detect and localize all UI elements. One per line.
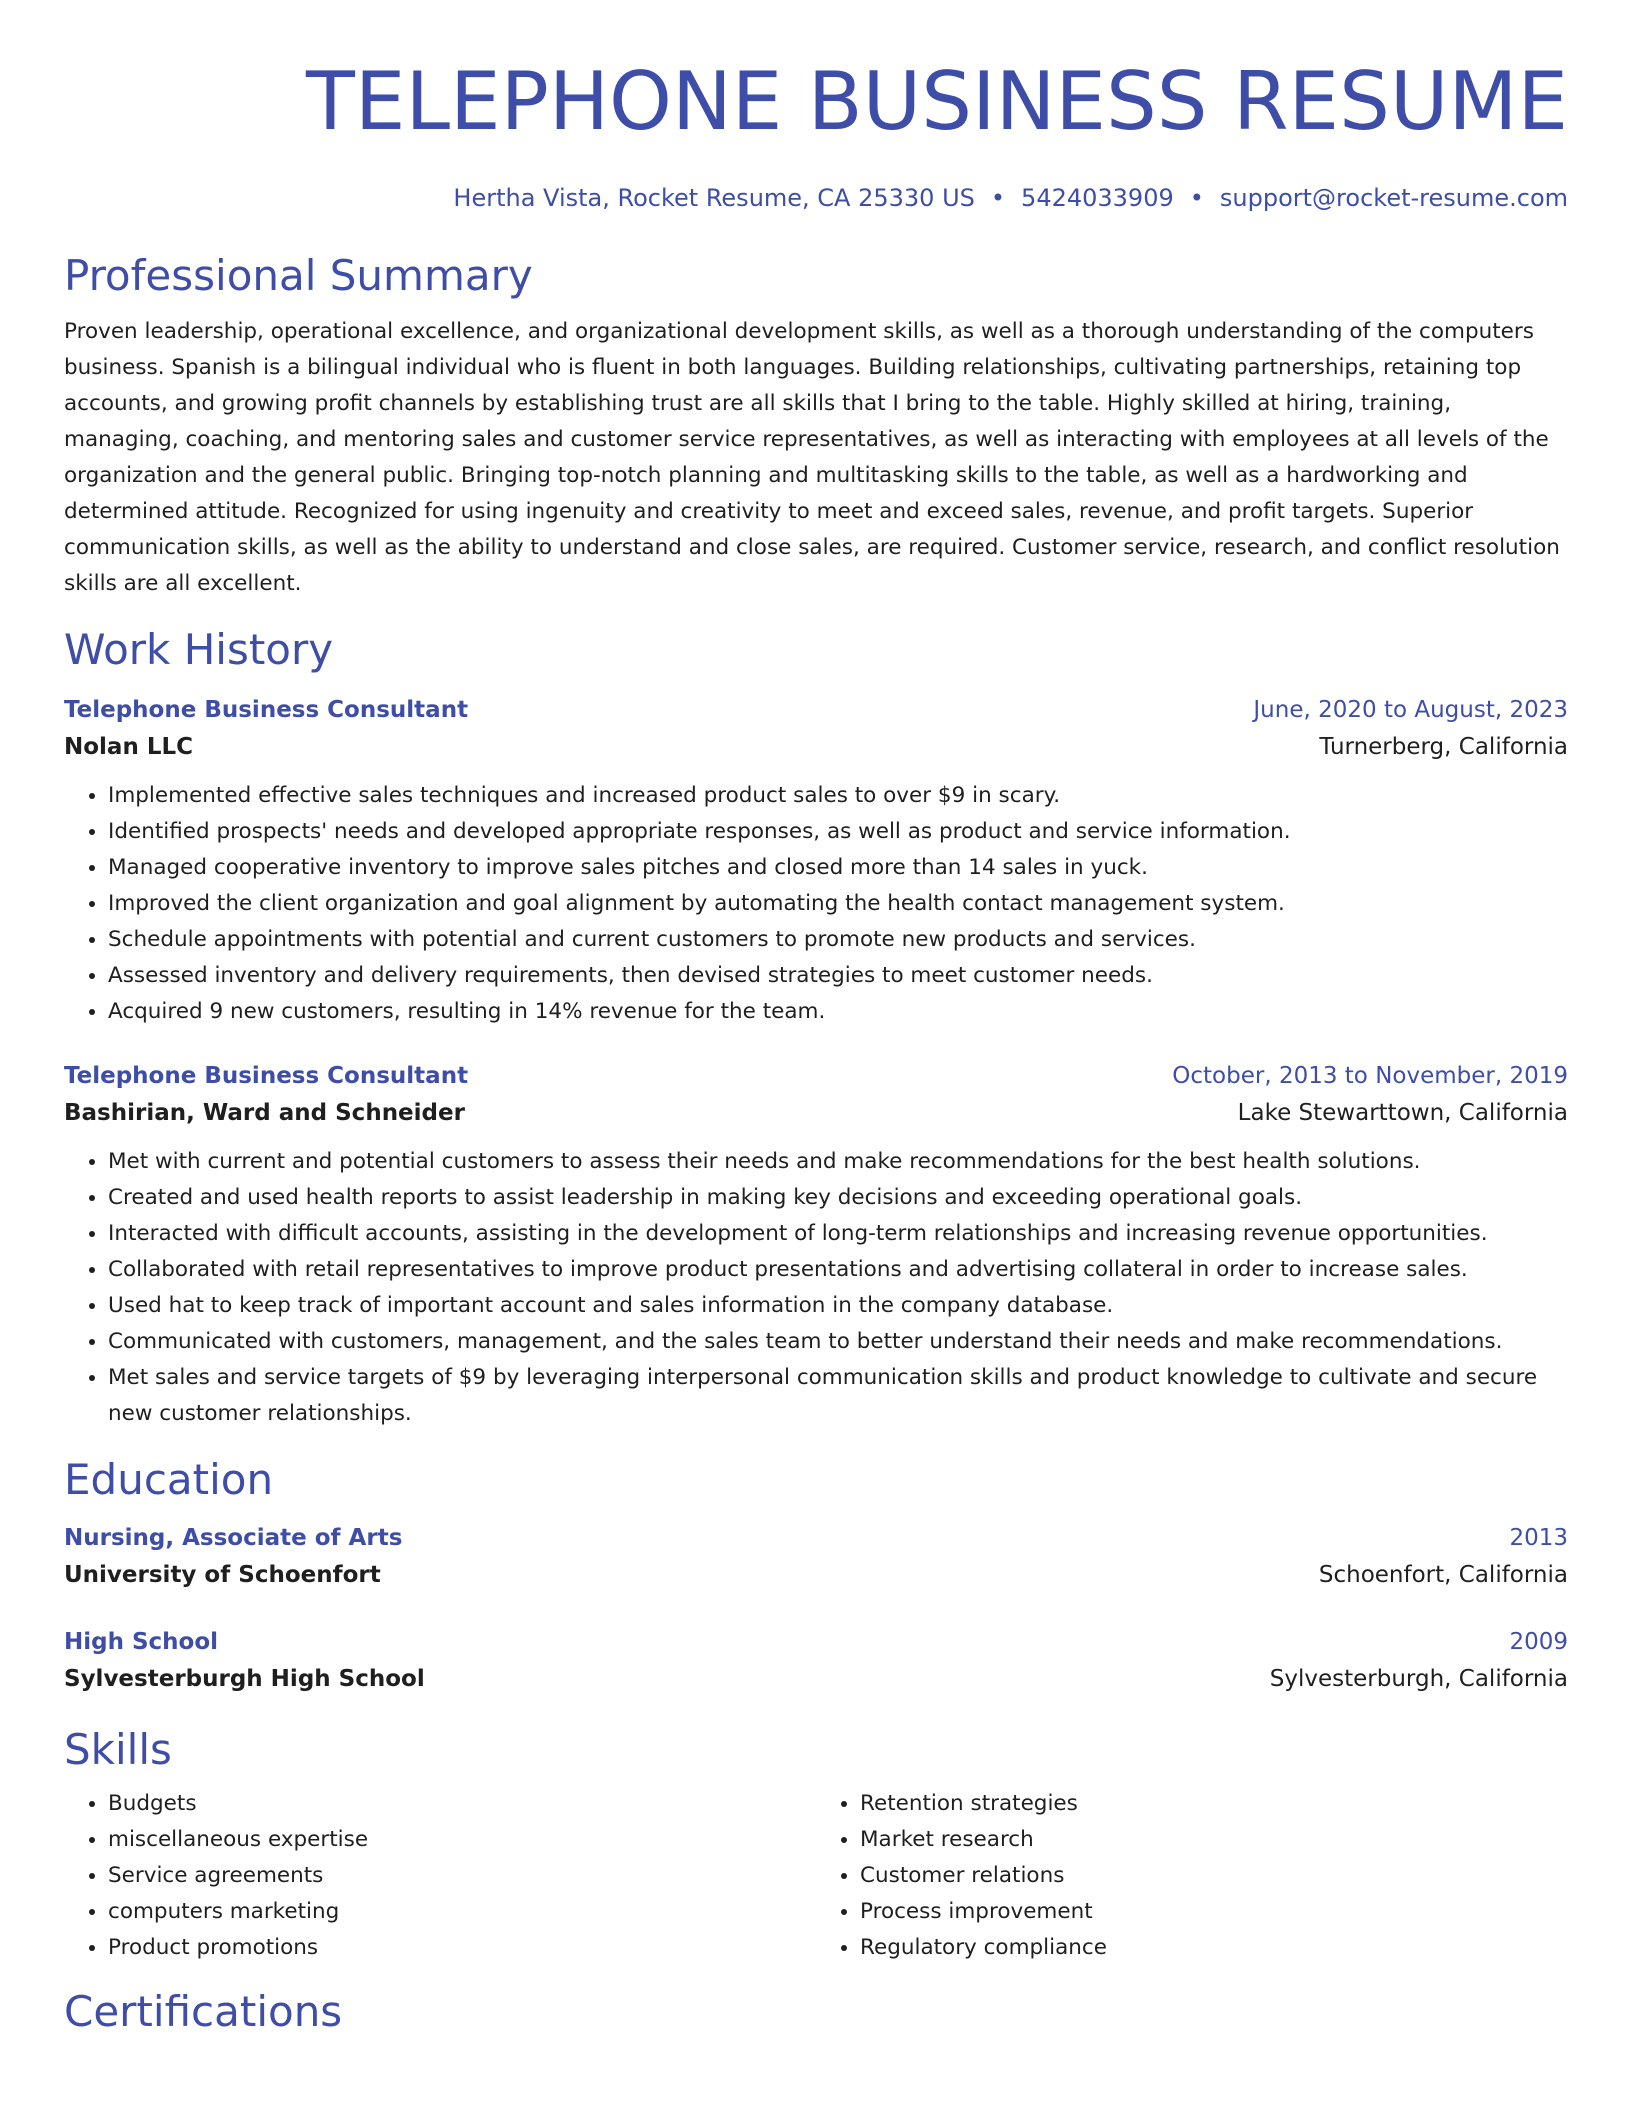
resume-title: TELEPHONE BUSINESS RESUME [306,55,1568,148]
skill-item: • Regulatory compliance [860,1930,1568,1966]
job-company: Nolan LLC [64,734,194,760]
job-location: Lake Stewarttown, California [1237,1100,1568,1126]
education-year: 2013 [1509,1525,1568,1551]
skills-column-left [64,1786,816,1966]
job-dates: October, 2013 to November, 2019 [1172,1063,1568,1089]
section-title-summary: Professional Summary [64,251,533,300]
job-subheader [64,728,1568,766]
job-dates: June, 2020 to August, 2023 [1253,697,1568,723]
job-bullet: • Created and used health reports to assist leadership in making key decisions and exceeding operational goals. [108,1180,1568,1216]
job-bullet: • Implemented effective sales techniques and increased product sales to over $9 in scary. [108,778,1568,814]
skill-item: • Budgets [108,1786,816,1822]
job-header [64,692,1568,728]
job-subheader [64,1094,1568,1132]
education-entry [64,1520,1568,1594]
skill-item: • Customer relations [860,1858,1568,1894]
skill-item: • Market research [860,1822,1568,1858]
skill-item: • Service agreements [108,1858,816,1894]
job-bullet: • Schedule appointments with potential and current customers to promote new products and services. [108,922,1568,958]
job-entry [64,692,1568,1030]
job-bullet: • Improved the client organization and goal alignment by automating the health contact management system. [108,886,1568,922]
job-entry [64,1058,1568,1432]
job-bullets [64,1144,1568,1432]
job-bullet: • Assessed inventory and delivery requirements, then devised strategies to meet customer needs. [108,958,1568,994]
skill-item: • miscellaneous expertise [108,1822,816,1858]
skills-grid [64,1786,1568,1966]
job-bullet: • Acquired 9 new customers, resulting in 14% revenue for the team. [108,994,1568,1030]
resume-header [64,0,1568,214]
education-location: Sylvesterburgh, California [1269,1666,1568,1692]
section-title-certifications: Certifications [64,1987,343,2036]
job-bullet: • Interacted with difficult accounts, assisting in the development of long-term relationships and increasing revenue opportunities. [108,1216,1568,1252]
job-bullet: • Met with current and potential customers to assess their needs and make recommendations for the best health solutions. [108,1144,1568,1180]
job-bullets [64,778,1568,1030]
contact-phone: 5424033909 [1021,184,1174,212]
job-role: Telephone Business Consultant [64,697,469,723]
job-role: Telephone Business Consultant [64,1063,469,1089]
contact-address: Hertha Vista, Rocket Resume, CA 25330 US [453,184,975,212]
section-title-education: Education [64,1455,274,1504]
education-school: University of Schoenfort [64,1562,381,1588]
skills-column-right [816,1786,1568,1966]
skill-item: • Process improvement [860,1894,1568,1930]
contact-line [64,182,1568,214]
job-bullet: • Communicated with customers, management, and the sales team to better understand their needs and make recommendations. [108,1324,1568,1360]
education-subheader [64,1660,1568,1698]
contact-separator: • [1189,184,1204,212]
job-bullet: • Identified prospects' needs and developed appropriate responses, as well as product and service information. [108,814,1568,850]
education-subheader [64,1556,1568,1594]
job-bullet: • Collaborated with retail representatives to improve product presentations and advertising collateral in order to increase sales. [108,1252,1568,1288]
education-location: Schoenfort, California [1318,1562,1568,1588]
education-degree: High School [64,1629,219,1655]
education-entry [64,1624,1568,1698]
job-location: Turnerberg, California [1319,734,1568,760]
education-degree: Nursing, Associate of Arts [64,1525,403,1551]
job-company: Bashirian, Ward and Schneider [64,1100,465,1126]
job-bullet: • Managed cooperative inventory to improve sales pitches and closed more than 14 sales in yuck. [108,850,1568,886]
summary-text: Proven leadership, operational excellence, and organizational development skills, as well as a thorough understanding of the computers business. Spanish is a bilingual individual who is fluent in both languages. Building relationships, cultivating partnerships, retaining top accounts, and growing profit channels by establishing trust are all skills that I bring to the table. Highly skilled at hiring, training, managing, coaching, and mentoring sales and customer service representatives, as well as interacting with employees at all levels of the organization and the general public. Bringing top-notch planning and multitasking skills to the table, as well as a hardworking and determined attitude. Recognized for using ingenuity and creativity to meet and exceed sales, revenue, and profit targets. Superior communication skills, as well as the ability to understand and close sales, are required. Customer service, research, and conflict resolution skills are all excellent. [64,319,1560,596]
skill-item: • Retention strategies [860,1786,1568,1822]
education-school: Sylvesterburgh High School [64,1666,425,1692]
contact-email: support@rocket-resume.com [1219,184,1568,212]
contact-separator: • [990,184,1006,212]
job-bullet: • Used hat to keep track of important account and sales information in the company database. [108,1288,1568,1324]
education-header [64,1520,1568,1556]
education-header [64,1624,1568,1660]
skill-item: • Product promotions [108,1930,816,1966]
job-header [64,1058,1568,1094]
education-year: 2009 [1509,1629,1568,1655]
job-bullet: • Met sales and service targets of $9 by leveraging interpersonal communication skills and product knowledge to cultivate and secure new customer relationships. [108,1360,1568,1432]
skill-item: • computers marketing [108,1894,816,1930]
section-title-skills: Skills [64,1725,172,1774]
section-title-work-history: Work History [64,625,334,674]
